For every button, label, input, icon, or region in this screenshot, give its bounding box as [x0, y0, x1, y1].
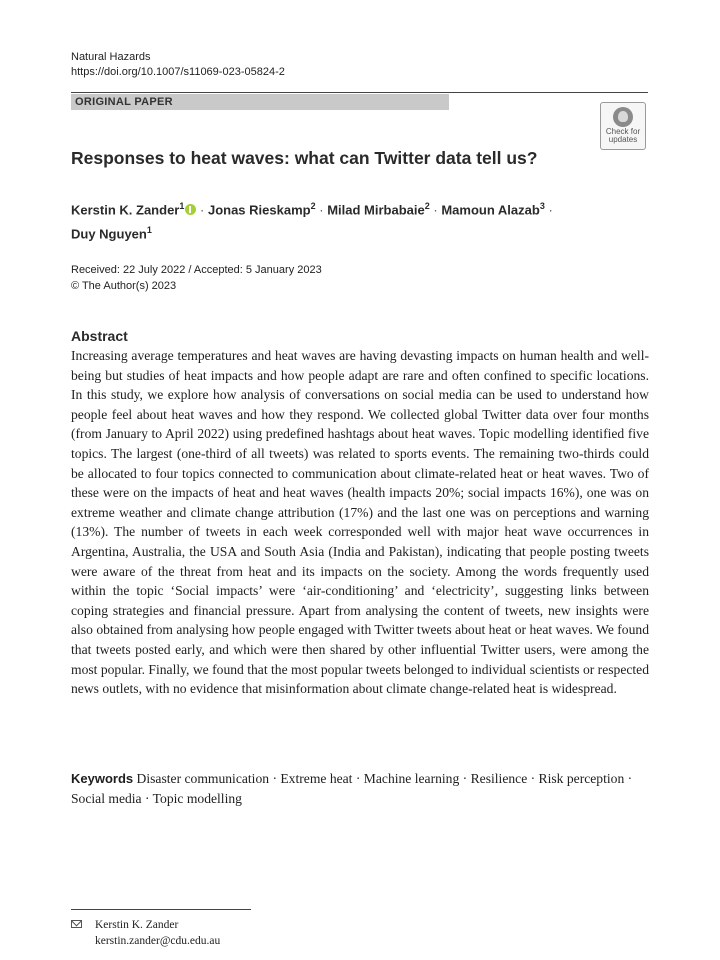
paper-type-banner: ORIGINAL PAPER [71, 94, 449, 110]
crossmark-icon [613, 107, 633, 127]
author-name[interactable]: Milad Mirbabaie [327, 202, 425, 218]
abstract-heading: Abstract [71, 328, 128, 344]
author-separator: · [548, 202, 553, 218]
author-affiliation: 2 [424, 201, 430, 211]
footnote-rule [71, 909, 251, 910]
keywords-section [71, 769, 649, 808]
journal-info [71, 50, 285, 80]
contact-email[interactable]: kerstin.zander@cdu.edu.au [95, 935, 221, 947]
author-name[interactable]: Mamoun Alazab [441, 202, 540, 218]
keywords-list: Disaster communication · Extreme heat · Machine learning · Resilience · Risk perception · Social media · Topic modelling [71, 771, 633, 806]
abstract-text: Increasing average temperatures and heat waves are having devasting impacts on human health and well-being but studies of heat impacts and how people adapt are rare and often confined to specific locations. In this study, we explore how analysis of conversations on social media can be used to understand how people feel about heat waves and how they respond. We collected global Twitter data over four months (from January to April 2022) using predefined hashtags about heat waves. Topic modelling identified five topics. The largest (one-third of all tweets) was related to sports events. The remaining two-thirds could be allocated to four topics connected to communication about climate-related heat or heat waves. Two of these were on the impacts of heat and heat waves (health impacts 20%; social impacts 16%), one was on extreme weather and climate change attribution (17%) and the last one was on perceptions and warning (13%). The number of tweets in each week corresponded well with major heat wave occurrences in Argentina, Australia, the USA and South Asia (India and Pakistan), indicating that people posting tweets were aware of the threat from heat and its impacts on the society. Among the words frequently used within the topic ‘Social impacts’ were ‘air-conditioning’ and ‘electricity’, suggesting links between coping strategies and financial pressure. Apart from analysing the content of tweets, new insights were also obtained from analysing how people engaged with Twitter tweets about heat or heat waves. We found that tweets posted early, and which were then shared by other influential Twitter users, were among the most popular. Finally, we found that the most popular tweets belonged to individual scientists or respected news outlets, with no evidence that misinformation about climate change-related heat is widespread. [71, 348, 649, 697]
paper-title: Responses to heat waves: what can Twitter data tell us? [71, 148, 538, 168]
author-name[interactable]: Jonas Rieskamp [207, 202, 311, 218]
author-separator: · [200, 202, 205, 218]
keywords-label: Keywords [71, 771, 134, 786]
contact-name: Kerstin K. Zander [95, 919, 179, 931]
author-affiliation: 1 [146, 225, 152, 236]
author-affiliation: 3 [539, 201, 545, 211]
author-affiliation: 1 [179, 201, 185, 211]
check-for-updates-badge[interactable] [600, 102, 646, 150]
author-name[interactable]: Duy Nguyen [71, 226, 147, 242]
publication-dates [71, 262, 322, 294]
doi-link[interactable]: https://doi.org/10.1007/s11069-023-05824-2 [71, 66, 285, 78]
author-separator: · [319, 202, 324, 218]
top-rule [71, 92, 648, 93]
orcid-icon[interactable] [185, 204, 196, 215]
journal-name: Natural Hazards [71, 51, 151, 63]
received-accepted-dates: Received: 22 July 2022 / Accepted: 5 January 2023 [71, 264, 322, 276]
check-for-label: Check for [605, 127, 641, 136]
author-list [71, 196, 641, 245]
author-name[interactable]: Kerstin K. Zander [71, 202, 180, 218]
author-affiliation: 2 [310, 201, 316, 211]
copyright-notice: © The Author(s) 2023 [71, 280, 177, 292]
envelope-icon [71, 920, 82, 928]
author-separator: · [433, 202, 438, 218]
corresponding-author [71, 917, 220, 949]
updates-label: updates [608, 135, 638, 144]
